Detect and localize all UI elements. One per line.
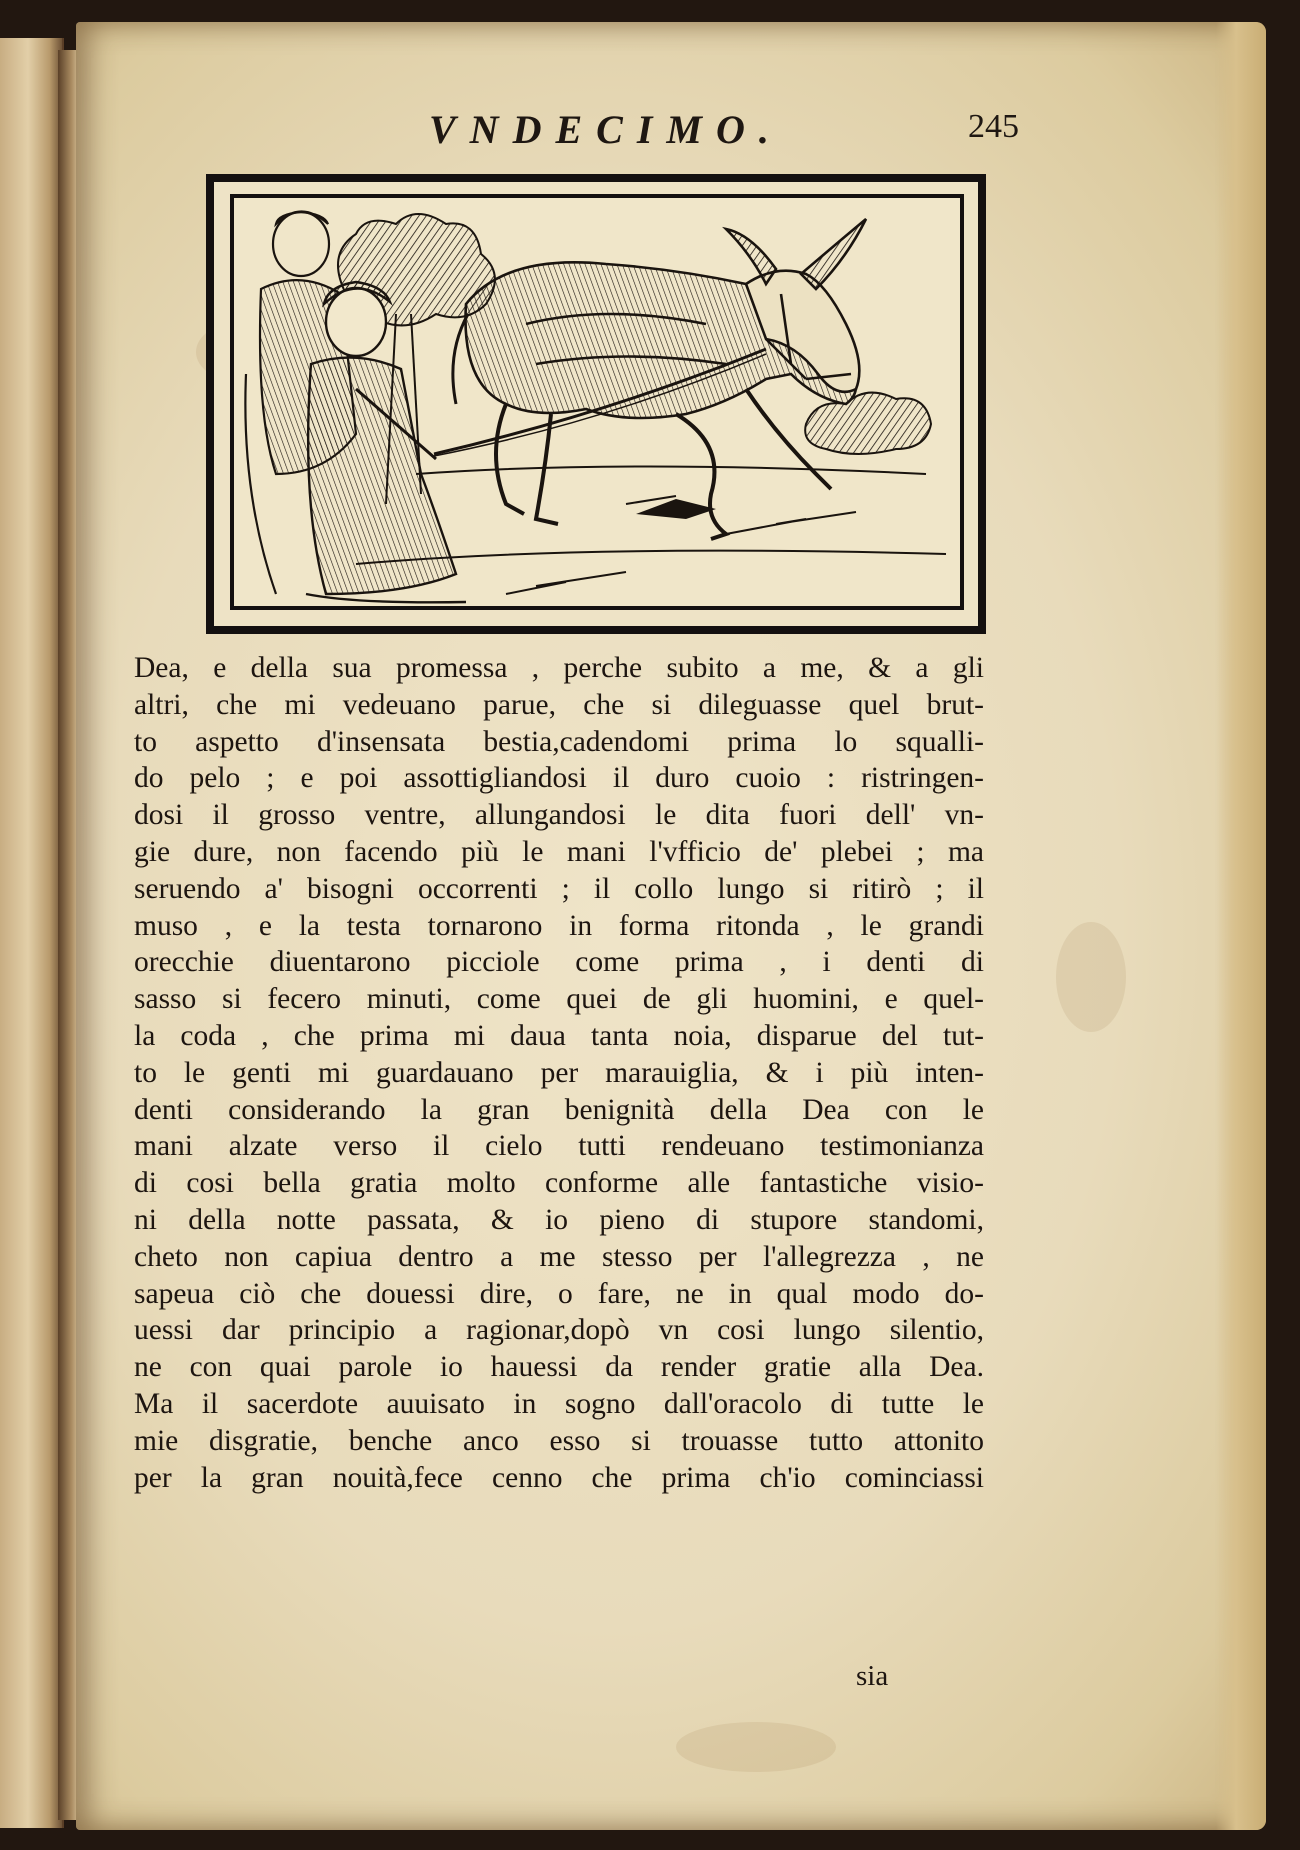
text-line: sapeua ciò che douessi dire, o fare, ne in qual modo do- xyxy=(134,1277,984,1310)
text-line: altri, che mi vedeuano parue, che si dileguasse quel brut- xyxy=(134,688,984,721)
text-line: to aspetto d'insensata bestia,cadendomi prima lo squalli- xyxy=(134,725,984,758)
catchword: sia xyxy=(856,1660,889,1692)
body-text xyxy=(134,650,984,1496)
vellum-binding-edge xyxy=(1216,22,1266,1830)
text-line: to le genti mi guardauano per marauiglia, & i più inten- xyxy=(134,1056,984,1089)
woodcut-image xyxy=(206,174,986,634)
page-number: 245 xyxy=(968,108,1019,145)
text-line: dosi il grosso ventre, allungandosi le dita fuori dell' vn- xyxy=(134,799,984,832)
text-line: mie disgratie, benche anco esso si trouasse tutto attonito xyxy=(134,1424,984,1457)
foxing-stain xyxy=(676,1722,836,1772)
text-line: denti considerando la gran benignità della Dea con le xyxy=(134,1093,984,1126)
text-line: gie dure, non facendo più le mani l'vfficio de' plebei ; ma xyxy=(134,835,984,868)
text-line: orecchie diuentarono picciole come prima , i denti di xyxy=(134,946,984,979)
text-line: sasso si fecero minuti, come quei de gli huomini, e quel- xyxy=(134,983,984,1016)
foxing-stain xyxy=(1056,922,1126,1032)
text-line: ne con quai parole io hauessi da render gratie alla Dea. xyxy=(134,1351,984,1384)
text-line: seruendo a' bisogni occorrenti ; il collo lungo si ritirò ; il xyxy=(134,872,984,905)
book-page xyxy=(76,22,1266,1830)
text-line: mani alzate verso il cielo tutti rendeuano testimonianza xyxy=(134,1130,984,1163)
text-line: Ma il sacerdote auuisato in sogno dall'oracolo di tutte le xyxy=(134,1387,984,1420)
text-line: muso , e la testa tornarono in forma ritonda , le grandi xyxy=(134,909,984,942)
text-line: Dea, e della sua promessa , perche subito a me, & a gli xyxy=(134,652,984,684)
running-head: VNDECIMO. xyxy=(429,107,783,152)
text-line: la coda , che prima mi daua tanta noia, disparue del tut- xyxy=(134,1019,984,1052)
facing-page-edge xyxy=(0,38,64,1828)
text-line: ni della notte passata, & io pieno di stupore standomi, xyxy=(134,1203,984,1236)
woodcut-illustration xyxy=(206,174,986,634)
text-line: uessi dar principio a ragionar,dopò vn cosi lungo silentio, xyxy=(134,1314,984,1347)
text-line: do pelo ; e poi assottigliandosi il duro cuoio : ristringen- xyxy=(134,762,984,795)
text-line: per la gran nouità,fece cenno che prima ch'io cominciassi xyxy=(134,1461,984,1494)
text-line: cheto non capiua dentro a me stesso per l'allegrezza , ne xyxy=(134,1240,984,1273)
text-line: di cosi bella gratia molto conforme alle fantastiche visio- xyxy=(134,1167,984,1200)
